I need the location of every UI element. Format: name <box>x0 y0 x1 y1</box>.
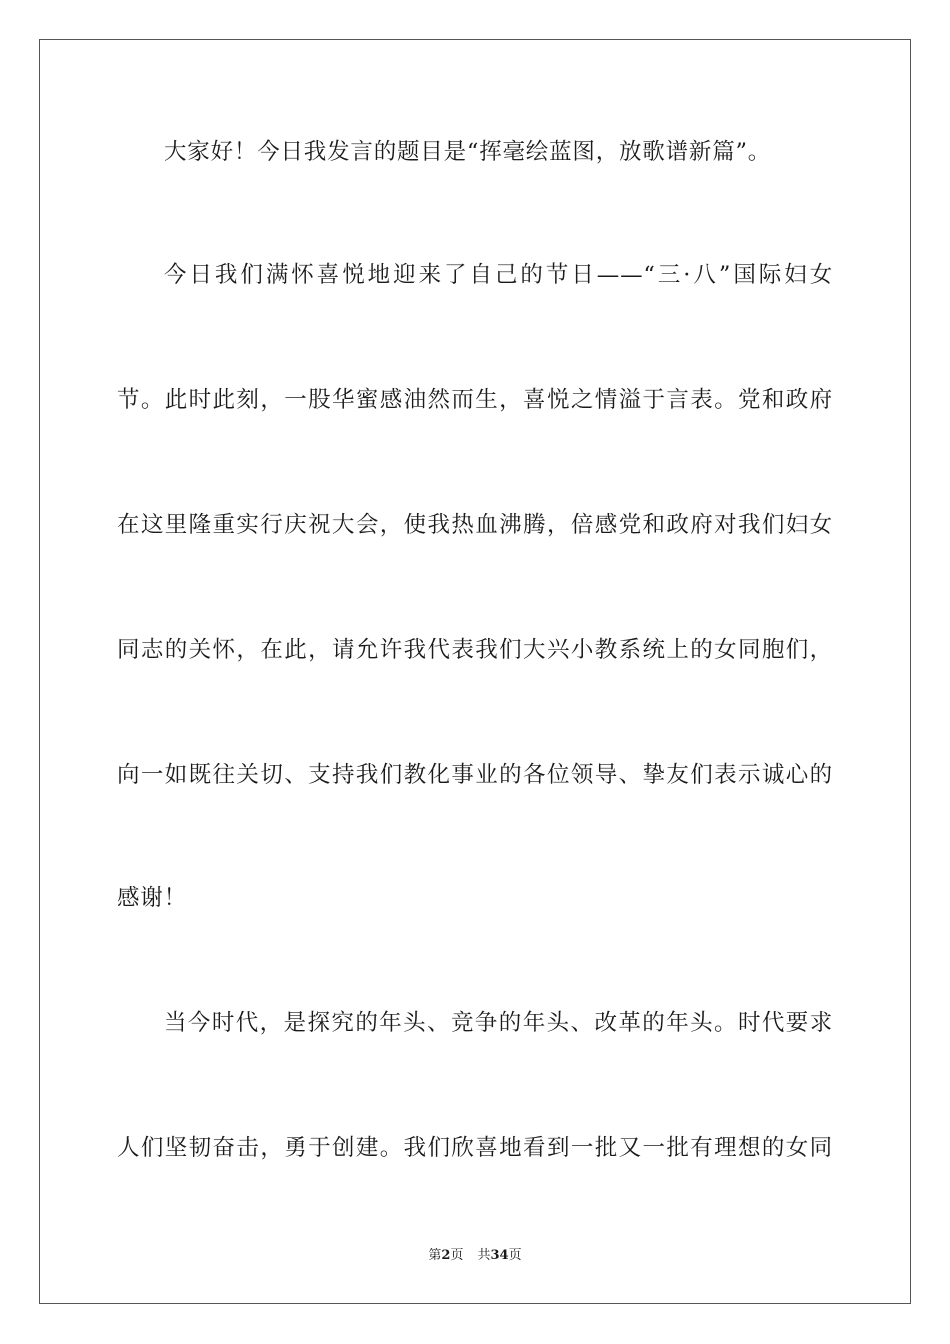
total-suffix: 页 <box>508 1248 522 1263</box>
page-prefix: 第 <box>428 1248 442 1263</box>
paragraph-line-9: 人们坚韧奋击，勇于创建。我们欣喜地看到一批又一批有理想的女同 <box>117 1135 833 1161</box>
total-prefix: 共 <box>477 1248 491 1263</box>
paragraph-line-2: 今日我们满怀喜悦地迎来了自己的节日——“三·八”国际妇女 <box>164 262 833 288</box>
page-suffix: 页 <box>450 1248 464 1263</box>
paragraph-line-5: 同志的关怀，在此，请允许我代表我们大兴小教系统上的女同胞们， <box>117 637 833 663</box>
paragraph-line-6: 向一如既往关切、支持我们教化事业的各位领导、挚友们表示诚心的 <box>117 762 833 788</box>
page-border <box>39 39 911 1304</box>
paragraph-line-8: 当今时代，是探究的年头、竞争的年头、改革的年头。时代要求 <box>164 1010 833 1036</box>
page-footer <box>0 1247 950 1265</box>
paragraph-line-1: 大家好！今日我发言的题目是“挥毫绘蓝图，放歌谱新篇”。 <box>164 139 772 165</box>
total-pages: 34 <box>490 1248 509 1263</box>
paragraph-line-3: 节。此时此刻，一股华蜜感油然而生，喜悦之情溢于言表。党和政府 <box>117 387 833 413</box>
paragraph-line-4: 在这里隆重实行庆祝大会，使我热血沸腾，倍感党和政府对我们妇女 <box>117 512 833 538</box>
paragraph-line-7: 感谢！ <box>117 885 187 911</box>
page-number: 2 <box>441 1248 451 1263</box>
